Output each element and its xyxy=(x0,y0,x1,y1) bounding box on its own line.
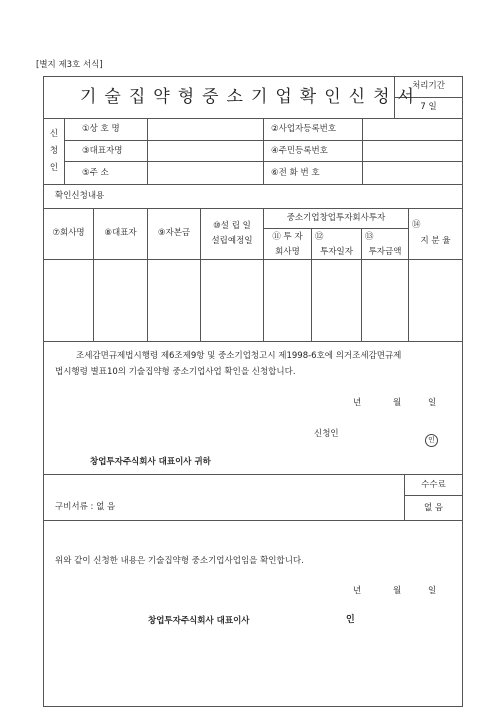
col-company-header: ⑦회사명 xyxy=(52,228,85,238)
cell-invest-company[interactable] xyxy=(264,260,311,340)
address-field[interactable] xyxy=(148,162,262,183)
confirm-date-year: 년 xyxy=(353,586,362,596)
fee-value: 없 음 xyxy=(423,503,444,513)
address-label: ⑤주 소 xyxy=(82,168,109,178)
recipient-label: 창업투자주식회사 대표이사 귀하 xyxy=(90,457,211,467)
processing-period-label: 처리기간 xyxy=(412,81,445,91)
col-established-header: ⑩설 립 일 xyxy=(213,221,251,231)
processing-period-value: 7 일 xyxy=(420,102,437,112)
col-established-header-2: 설립예정일 xyxy=(211,236,253,246)
col-share-header: ⑭ xyxy=(412,220,421,230)
company-name-label: ①상 호 명 xyxy=(82,124,120,134)
business-reg-no-field[interactable] xyxy=(363,119,461,139)
cell-established[interactable] xyxy=(201,260,263,340)
col-invest-date-header-2: 투자일자 xyxy=(320,247,353,257)
form-title: 기술집약형중소기업확인신청서 xyxy=(80,87,422,107)
col-share-header-2: 지 분 율 xyxy=(420,236,451,246)
cell-invest-amount[interactable] xyxy=(362,260,408,340)
confirm-section-label: 확인신청내용 xyxy=(55,191,105,201)
col-ceo-header: ⑧대표자 xyxy=(104,228,137,238)
col-capital-header: ⑨자본금 xyxy=(157,228,191,238)
col-vc-invest-header: 중소기업창업투자회사투자 xyxy=(286,213,386,223)
applicant-side-label-2: 청 xyxy=(49,146,59,156)
representative-label: ③대표자명 xyxy=(82,146,123,156)
phone-label: ⑥전 화 번 호 xyxy=(271,168,320,178)
phone-field[interactable] xyxy=(363,162,461,183)
business-reg-no-label: ②사업자등록번호 xyxy=(271,124,337,134)
col-invest-company-header-2: 회사명 xyxy=(275,247,300,257)
applicant-side-label-1: 신 xyxy=(49,129,59,139)
form-number-label: [별지 제3호 서식] xyxy=(36,60,103,70)
cell-share[interactable] xyxy=(409,260,462,340)
col-invest-amount-header: ⑬ xyxy=(365,232,374,242)
statement-line-1: 조세감면규제법시행령 제6조제9항 및 중소기업청고시 제1998-6호에 의거조세감면규제 xyxy=(76,351,402,361)
fee-label: 수수료 xyxy=(421,480,446,490)
cell-ceo[interactable] xyxy=(94,260,147,340)
cell-capital[interactable] xyxy=(148,260,200,340)
representative-field[interactable] xyxy=(148,141,262,160)
issuer-label: 창업투자주식회사 대표이사 xyxy=(148,616,250,626)
resident-reg-no-label: ④주민등록번호 xyxy=(271,146,328,156)
statement-line-2: 법시행령 별표10의 기술집약형 중소기업사업 확인을 신청합니다. xyxy=(55,367,296,377)
col-invest-date-header: ⑫ xyxy=(315,232,324,242)
applicant-side-label-3: 인 xyxy=(49,163,59,173)
confirm-date-month: 월 xyxy=(393,586,402,596)
issuer-seal-label: 인 xyxy=(346,615,355,625)
cell-company[interactable] xyxy=(44,260,93,340)
cell-invest-date[interactable] xyxy=(312,260,361,340)
applicant-signature-label: 신청인 xyxy=(314,429,339,439)
confirmation-text: 위와 같이 신청한 내용은 기술집약형 중소기업사업임을 확인합니다. xyxy=(55,556,304,566)
date-month: 월 xyxy=(393,398,402,408)
col-invest-company-header: ⑪ 투 자 xyxy=(272,232,303,242)
confirm-date-day: 일 xyxy=(428,586,437,596)
seal-icon: 인 xyxy=(425,427,438,447)
col-invest-amount-header-2: 투자금액 xyxy=(368,247,402,257)
company-name-field[interactable] xyxy=(148,119,262,139)
date-day: 일 xyxy=(428,398,437,408)
documents-label: 구비서류 : 없 음 xyxy=(55,502,116,512)
date-year: 년 xyxy=(353,398,362,408)
resident-reg-no-field[interactable] xyxy=(363,141,461,160)
